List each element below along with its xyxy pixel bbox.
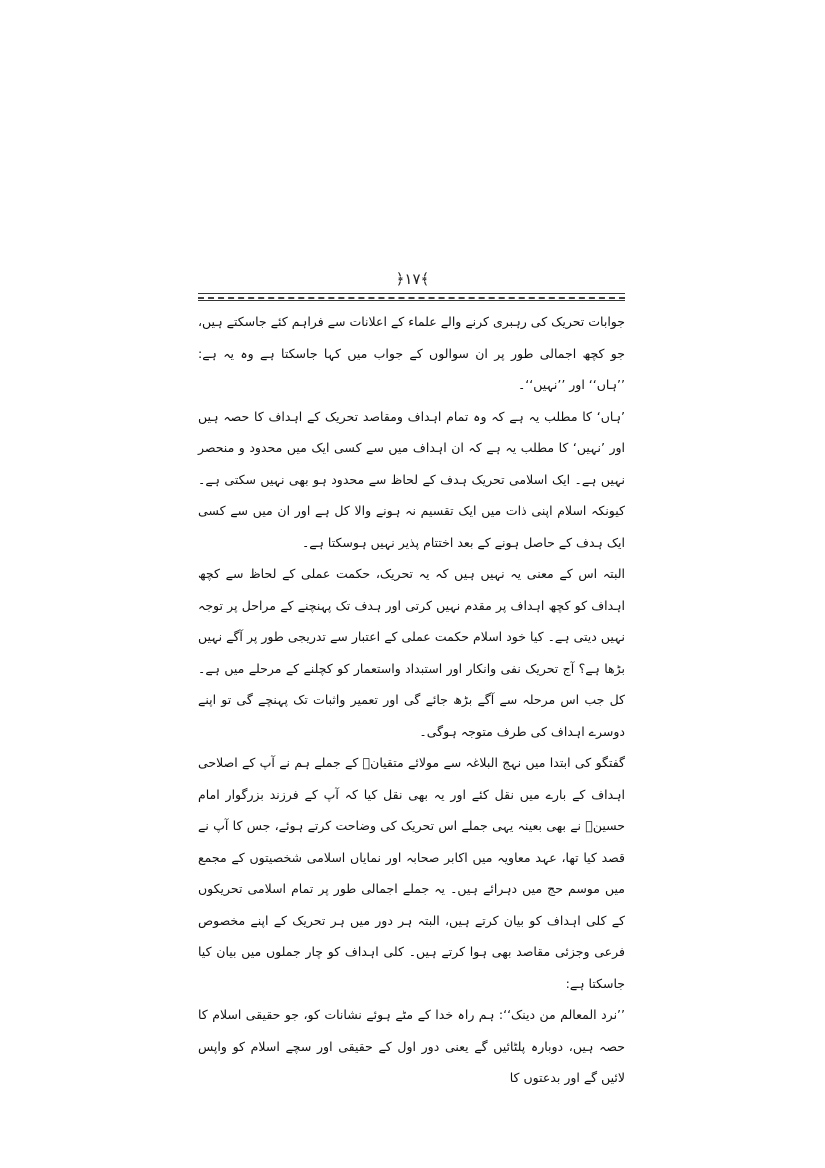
paragraph-4: گفتگو کی ابتدا میں نہج البلاغہ سے مولائے متقیانؑ کے جملے ہم نے آپ کے اصلاحی اہداف کے بارے میں نقل کئے اور یہ بھی نقل کیا کہ آپ کے فرزند بزرگوار امام حسینؑ نے بھی بعینہ یہی جملے اس تحریک کی وضاحت کرتے ہوئے، جس کا آپ نے قصد کیا تھا، عہد معاویہ میں اکابر صحابہ اور نمایاں اسلامی شخصیتوں کے مجمع میں موسم حج میں دہرائے ہیں۔ یہ جملے اجمالی طور پر تمام اسلامی تحریکوں کے کلی اہداف کو بیان کرتے ہیں، البتہ ہر دور میں ہر تحریک کے اپنے مخصوص فرعی وجزئی مقاصد بھی ہوا کرتے ہیں۔ کلی اہداف کو چار جملوں میں بیان کیا جاسکتا ہے: xyxy=(198,755,625,991)
page-number: ﴿۱۷﴾ xyxy=(395,270,430,288)
header-rule-ornament xyxy=(198,297,625,299)
header-rule-bottom xyxy=(198,300,625,301)
paragraph-1: جوابات تحریک کی رہبری کرنے والے علماء کے اعلانات سے فراہم کئے جاسکتے ہیں، جو کچھ اجمالی طور پر ان سوالوں کے جواب میں کہا جاسکتا ہے وہ یہ ہے: ’’ہاں‘‘ اور ’’نہیں‘‘۔ xyxy=(198,314,625,392)
body-text xyxy=(198,306,625,1094)
paragraph-3: البتہ اس کے معنی یہ نہیں ہیں کہ یہ تحریک، حکمت عملی کے لحاظ سے کچھ اہداف کو کچھ اہداف پر مقدم نہیں کرتی اور ہدف تک پہنچنے کے مراحل پر توجہ نہیں دیتی ہے۔ کیا خود اسلام حکمت عملی کے اعتبار سے تدریجی طور پر آگے نہیں بڑھا ہے؟ آج تحریک نفی وانکار اور استبداد واستعمار کو کچلنے کے مرحلے میں ہے۔ کل جب اس مرحلہ سے آگے بڑھ جائے گی اور تعمیر واثبات تک پہنچے گی تو اپنے دوسرے اہداف کی طرف متوجہ ہوگی۔ xyxy=(198,566,625,739)
paragraph-2: ’ہاں‘ کا مطلب یہ ہے کہ وہ تمام اہداف ومقاصد تحریک کے اہداف کا حصہ ہیں اور ’نہیں‘ کا مطلب یہ ہے کہ ان اہداف میں سے کسی ایک میں محدود و منحصر نہیں ہے۔ ایک اسلامی تحریک ہدف کے لحاظ سے محدود ہو بھی نہیں سکتی ہے۔ کیونکہ اسلام اپنی ذات میں ایک تقسیم نہ ہونے والا کل ہے اور ان میں سے کسی ایک ہدف کے حاصل ہونے کے بعد اختتام پذیر نہیں ہوسکتا ہے۔ xyxy=(198,408,625,550)
paragraph-5: ’’نرد المعالم من دینک‘‘: ہم راہ خدا کے مٹے ہوئے نشانات کو، جو حقیقی اسلام کا حصہ ہیں، دوبارہ پلٹائیں گے یعنی دور اول کے حقیقی اور سچے اسلام کو واپس لائیں گے اور بدعتوں کا xyxy=(198,1007,625,1085)
header-rule-top xyxy=(198,293,625,294)
